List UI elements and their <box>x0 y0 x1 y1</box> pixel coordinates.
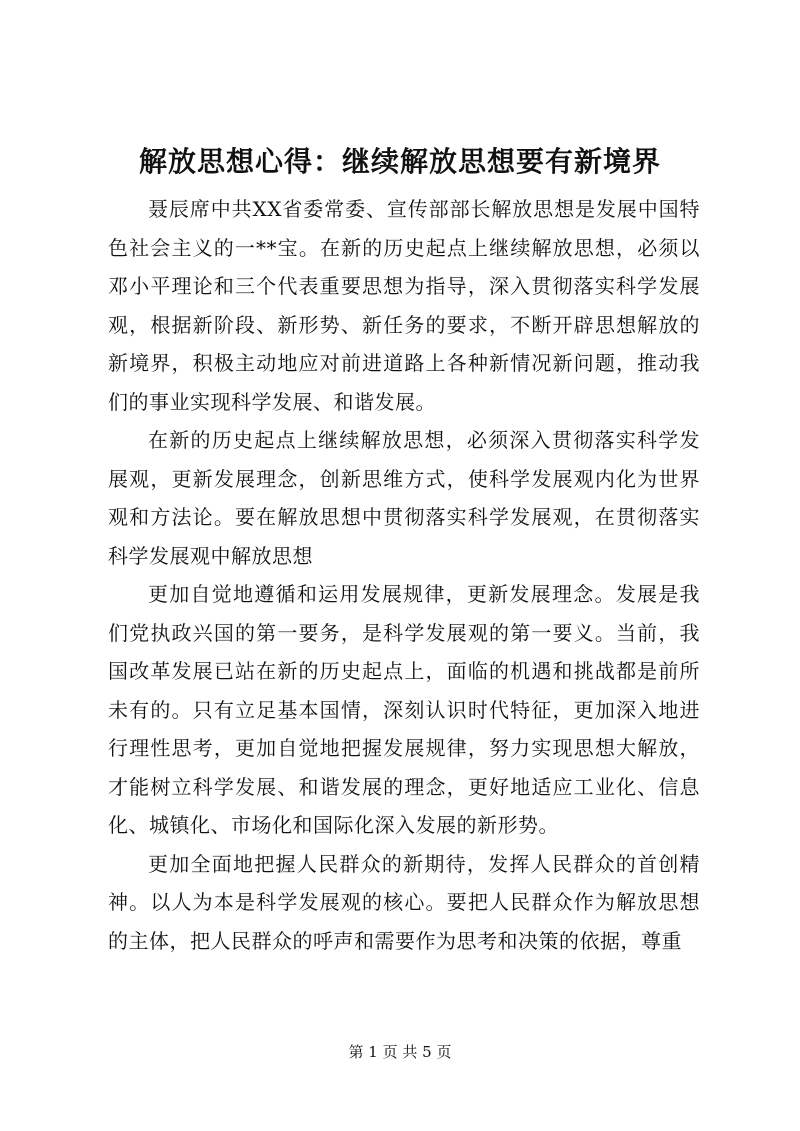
document-title: 解放思想心得：继续解放思想要有新境界 <box>138 145 661 178</box>
paragraph-1: 聂辰席中共XX省委常委、宣传部部长解放思想是发展中国特色社会主义的一**宝。在新的历史起点上继续解放思想，必须以邓小平理论和三个代表重要思想为指导，深入贯彻落实科学发展观，根据新阶段、新形势、新任务的要求，不断开辟思想解放的新境界，积极主动地应对前进道路上各种新情况新问题，推动我们的事业实现科学发展、和谐发展。 <box>108 197 700 414</box>
paragraph-4: 更加全面地把握人民群众的新期待，发挥人民群众的首创精神。以人为本是科学发展观的核心。要把人民群众作为解放思想的主体，把人民群众的呼声和需要作为思考和决策的依据，尊重 <box>108 851 700 953</box>
paragraph-3: 更加自觉地遵循和运用发展规律，更新发展理念。发展是我们党执政兴国的第一要务，是科学发展观的第一要义。当前，我国改革发展已站在新的历史起点上，面临的机遇和挑战都是前所未有的。只有立足基本国情，深刻认识时代特征，更加深入地进行理性思考，更加自觉地把握发展规律，努力实现思想大解放，才能树立科学发展、和谐发展的理念，更好地适应工业化、信息化、城镇化、市场化和国际化深入发展的新形势。 <box>108 582 700 837</box>
document-body <box>108 190 700 960</box>
paragraph-2: 在新的历史起点上继续解放思想，必须深入贯彻落实科学发展观，更新发展理念，创新思维方式，使科学发展观内化为世界观和方法论。要在解放思想中贯彻落实科学发展观，在贯彻落实科学发展观中解放思想 <box>108 428 700 568</box>
page-footer: 第 1 页 共 5 页 <box>348 1043 452 1061</box>
